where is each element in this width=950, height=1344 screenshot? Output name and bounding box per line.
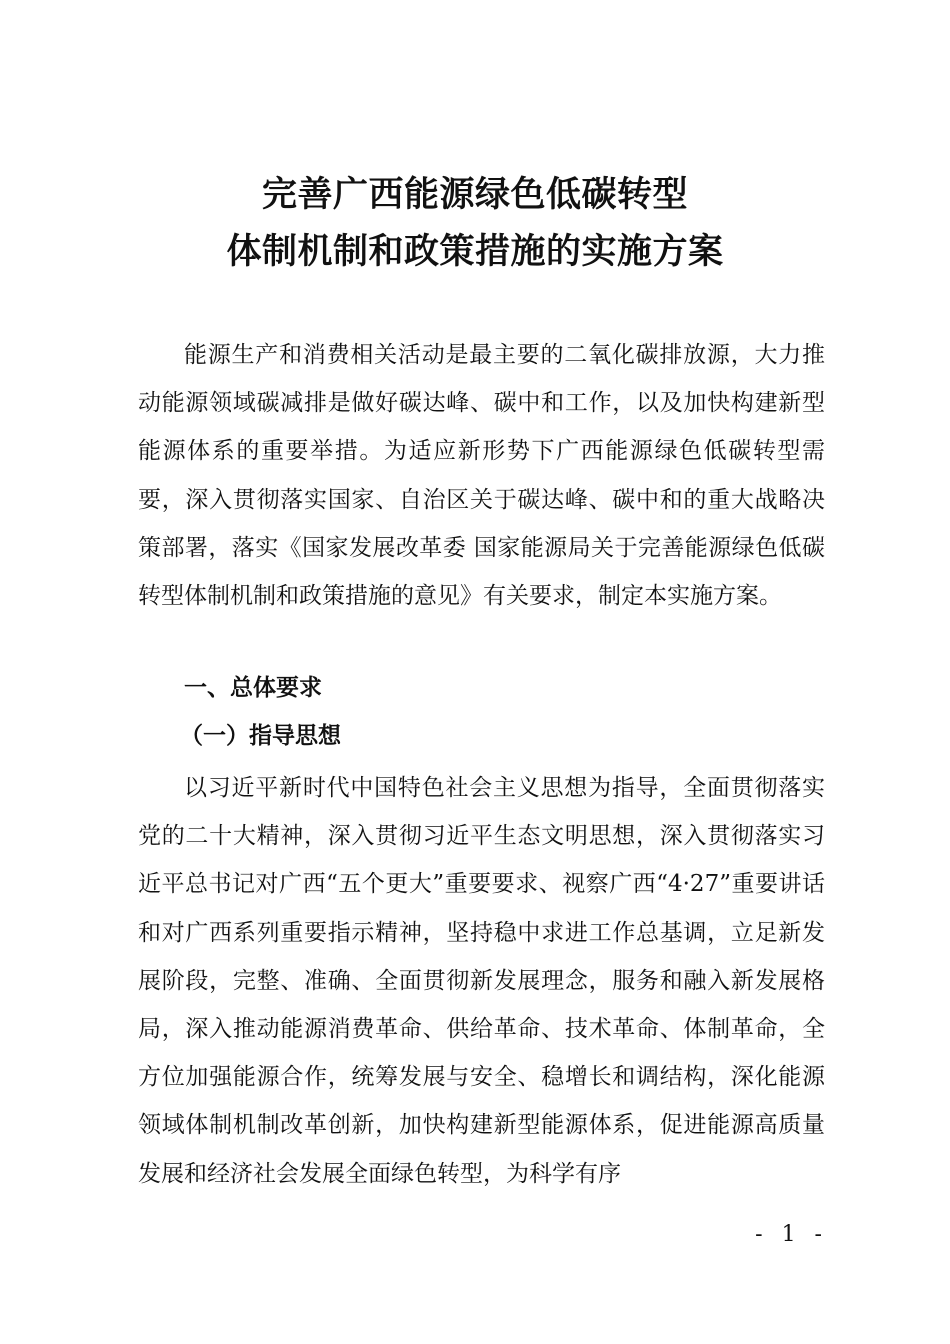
document-title-line-1: 完善广西能源绿色低碳转型 xyxy=(261,175,688,215)
page-number: - 1 - xyxy=(755,1222,828,1247)
subsection-heading-guiding-ideology: （一）指导思想 xyxy=(180,723,341,749)
section-heading-general-requirements: 一、总体要求 xyxy=(184,675,322,701)
intro-paragraph: 能源生产和消费相关活动是最主要的二氧化碳排放源，大力推动能源领域碳减排是做好碳达峰、碳中和工作，以及加快构建新型能源体系的重要举措。为适应新形势下广西能源绿色低碳转型需要，深入贯彻落实国家、自治区关于碳达峰、碳中和的重大战略决策部署，落实《国家发展改革委 国家能源局关于完善能源绿色低碳转型体制机制和政策措施的意见》有关要求，制定本实施方案。 xyxy=(138,342,825,610)
document-title-line-2: 体制机制和政策措施的实施方案 xyxy=(226,232,724,272)
guiding-ideology-paragraph: 以习近平新时代中国特色社会主义思想为指导，全面贯彻落实党的二十大精神，深入贯彻习近平生态文明思想，深入贯彻落实习近平总书记对广西“五个更大”重要要求、视察广西“4·27”重要讲话和对广西系列重要指示精神，坚持稳中求进工作总基调，立足新发展阶段，完整、准确、全面贯彻新发展理念，服务和融入新发展格局，深入推动能源消费革命、供给革命、技术革命、体制革命，全方位加强能源合作，统筹发展与安全、稳增长和调结构，深化能源领域体制机制改革创新，加快构建新型能源体系，促进能源高质量发展和经济社会发展全面绿色转型，为科学有序 xyxy=(138,775,825,1187)
